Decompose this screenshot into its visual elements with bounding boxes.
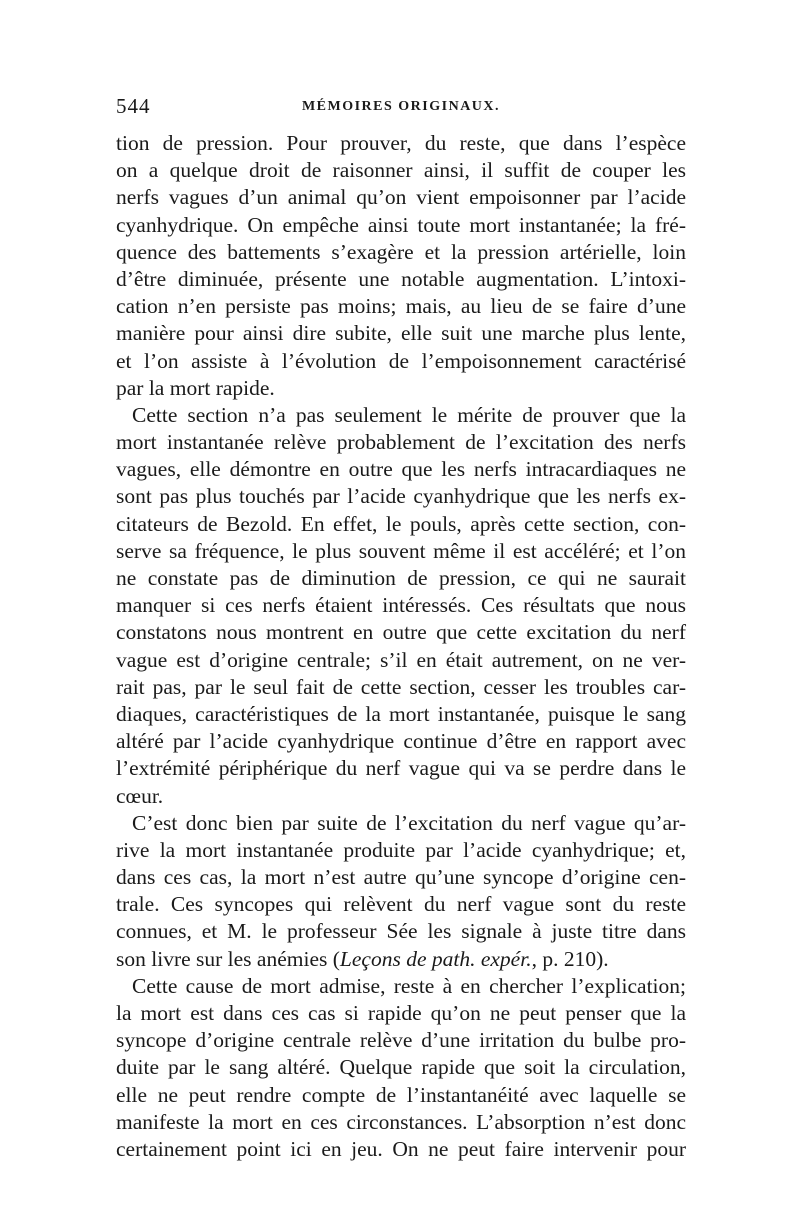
text-line: syncope d’origine centrale relève d’une irritation du bulbe pro- xyxy=(116,1028,686,1053)
citation-line xyxy=(116,946,686,973)
text-line: citateurs de Bezold. En effet, le pouls, après cette section, con- xyxy=(116,511,686,536)
body-text xyxy=(116,130,686,1163)
text-line: manquer si ces nerfs étaient intéressés. Ces résultats que nous xyxy=(116,593,686,618)
text-line: diaques, caractéristiques de la mort instantanée, puisque le sang xyxy=(116,701,686,726)
running-title: MÉMOIRES ORIGINAUX. xyxy=(301,99,501,114)
paragraph-start-line: C’est donc bien par suite de l’excitation du nerf vague qu’ar- xyxy=(132,810,686,835)
citation-title: Leçons de path. expér. xyxy=(339,946,532,971)
citation-tail: , p. 210). xyxy=(531,946,609,971)
text-line: rait pas, par le seul fait de cette section, cesser les troubles car- xyxy=(116,674,686,699)
paragraph-start-line: Cette cause de mort admise, reste à en chercher l’explication; xyxy=(132,973,686,998)
page-number: 544 xyxy=(116,94,151,118)
text-line: nerfs vagues d’un animal qu’on vient empoisonner par l’acide xyxy=(116,185,686,210)
text-line: d’être diminuée, présente une notable augmentation. L’intoxi- xyxy=(116,266,686,291)
text-line: constatons nous montrent en outre que cette excitation du nerf xyxy=(116,620,686,645)
text-line: cyanhydrique. On empêche ainsi toute mort instantanée; la fré- xyxy=(116,212,686,237)
text-line: rive la mort instantanée produite par l’acide cyanhydrique; et, xyxy=(116,837,686,862)
text-line: mort instantanée relève probablement de l’excitation des nerfs xyxy=(116,430,686,455)
text-line: cœur. xyxy=(116,783,164,808)
citation-lead: son livre sur les anémies ( xyxy=(116,946,340,971)
text-line: trale. Ces syncopes qui relèvent du nerf vague sont du reste xyxy=(116,892,686,917)
text-line: altéré par l’acide cyanhydrique continue d’être en rapport avec xyxy=(116,729,686,754)
text-line: la mort est dans ces cas si rapide qu’on ne peut penser que la xyxy=(116,1001,686,1025)
text-line: cation n’en persiste pas moins; mais, au lieu de se faire d’une xyxy=(116,294,686,319)
text-line: manifeste la mort en ces circonstances. L’absorption n’est donc xyxy=(116,1109,686,1134)
text-line: dans ces cas, la mort n’est autre qu’une syncope d’origine cen- xyxy=(116,865,686,890)
text-line: vagues, elle démontre en outre que les nerfs intracardiaques ne xyxy=(116,457,686,482)
page-header xyxy=(116,94,686,124)
text-line: ne constate pas de diminution de pression, ce qui ne saurait xyxy=(116,566,686,590)
text-line: vague est d’origine centrale; s’il en était autrement, on ne ver- xyxy=(116,647,686,672)
text-line: quence des battements s’exagère et la pression artérielle, loin xyxy=(116,239,686,264)
text-line: et l’on assiste à l’évolution de l’empoisonnement caractérisé xyxy=(116,348,686,373)
text-line: serve sa fréquence, le plus souvent même il est accéléré; et l’on xyxy=(116,538,686,563)
text-line: on a quelque droit de raisonner ainsi, il suffit de couper les xyxy=(116,158,686,183)
text-line: connues, et M. le professeur Sée les signale à juste titre dans xyxy=(116,919,686,944)
text-line: l’extrémité périphérique du nerf vague qui va se perdre dans le xyxy=(116,756,686,781)
text-line: par la mort rapide. xyxy=(116,375,275,400)
text-line: elle ne peut rendre compte de l’instantanéité avec laquelle se xyxy=(116,1082,686,1107)
text-line: sont pas plus touchés par l’acide cyanhydrique que les nerfs ex- xyxy=(116,484,686,509)
text-line: tion de pression. Pour prouver, du reste, que dans l’espèce xyxy=(116,131,686,155)
paragraph-start-line: Cette section n’a pas seulement le mérite de prouver que la xyxy=(132,402,686,427)
text-line: duite par le sang altéré. Quelque rapide que soit la circulation, xyxy=(116,1055,686,1080)
text-line: manière pour ainsi dire subite, elle suit une marche plus lente, xyxy=(116,321,686,346)
text-line: certainement point ici en jeu. On ne peut faire intervenir pour xyxy=(116,1136,686,1161)
